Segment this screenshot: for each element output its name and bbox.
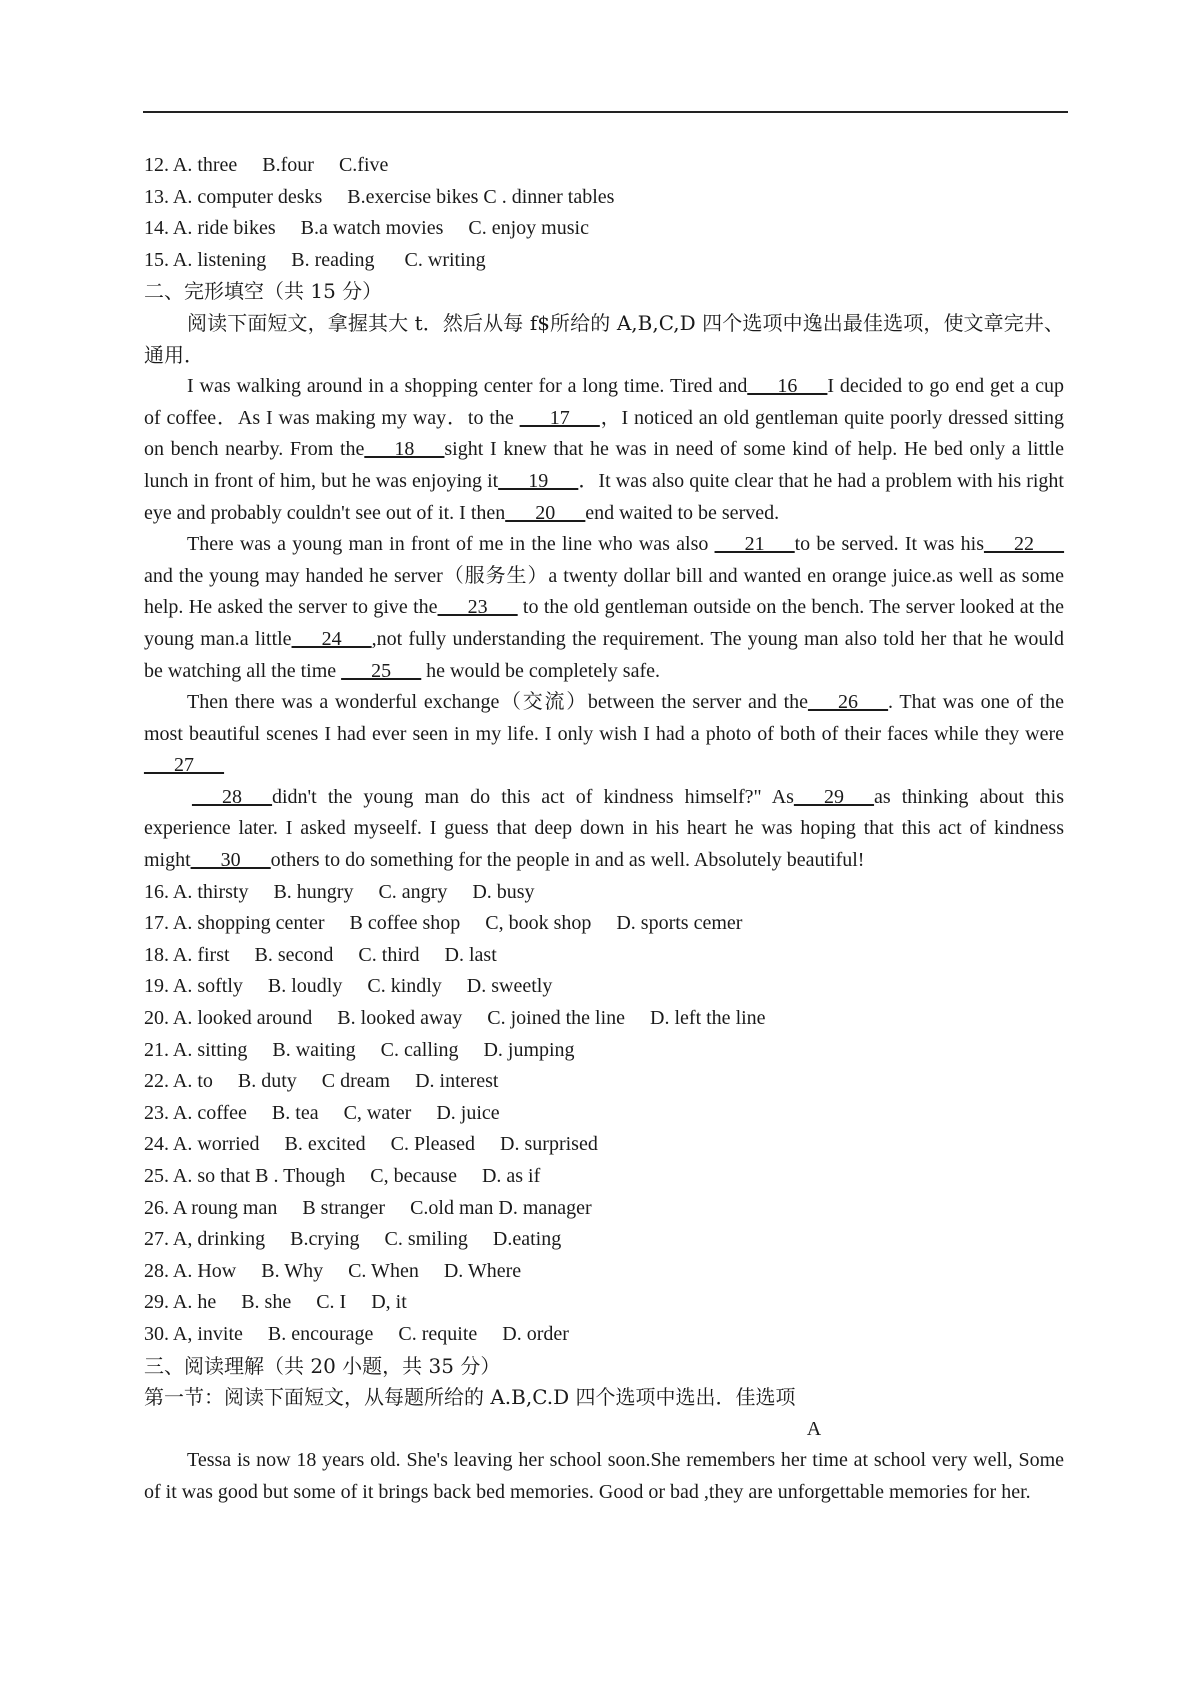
cloze-blank: ___16___ bbox=[747, 375, 828, 398]
option-line-14: 14. A. ride bikes B.a watch movies C. enjoy music bbox=[144, 217, 589, 240]
passage-text: to be served. It was his bbox=[794, 533, 984, 556]
passage-text: and the young may handed he server（服务生）a twenty dollar bill and wanted en orange juice.as well as some help. He asked the server to give the bbox=[144, 564, 1064, 619]
option-line-13: 13. A. computer desks B.exercise bikes C . dinner tables bbox=[144, 185, 615, 208]
section-3-part-1-instruction: 第一节：阅读下面短文，从每题所给的 A.B,C.D 四个选项中选出．佳选项 bbox=[144, 1385, 796, 1410]
option-line: 21. A. sitting B. waiting C. calling D. jumping bbox=[144, 1038, 575, 1061]
option-line: 18. A. first B. second C. third D. last bbox=[144, 943, 497, 966]
cloze-blank: ___26___ bbox=[808, 691, 889, 714]
passage-text: I decided to go end get a cup of coffee．As I was making my way．to the bbox=[144, 375, 1065, 429]
option-line: 27. A, drinking B.crying C. smiling D.eating bbox=[144, 1228, 562, 1251]
passage-text: others to do something for the people in and as well. Absolutely beautiful! bbox=[270, 849, 865, 872]
cloze-blank: ___19___ bbox=[498, 469, 579, 492]
option-line: 23. A. coffee B. tea C, water D. juice bbox=[144, 1101, 500, 1124]
passage-text: Then there was a wonderful exchange（交流）between the server and the bbox=[187, 691, 809, 714]
passage-paragraph-2 bbox=[144, 529, 1064, 687]
option-line: 17. A. shopping center B coffee shop C, book shop D. sports cemer bbox=[144, 912, 743, 935]
options-top bbox=[144, 150, 1064, 276]
passage-paragraph-1 bbox=[144, 371, 1064, 529]
passage-text: ，I noticed an old gentleman quite poorly dressed sitting on bench nearby. From the bbox=[144, 406, 1064, 461]
passage-text: as thinking about this experience later. I asked myseelf. I guess that deep down in his heart he was hoping that this act of kindness might bbox=[144, 785, 1064, 872]
header-rule bbox=[143, 111, 1068, 113]
passage-text: ．It was also quite clear that he had a problem with his right eye and probably couldn't see out of it. I then bbox=[144, 469, 1064, 524]
section-2-heading: 二、完形填空（共 15 分） bbox=[144, 279, 383, 304]
option-line: 26. A roung man B stranger C.old man D. manager bbox=[144, 1196, 592, 1219]
option-line: 24. A. worried B. excited C. Pleased D. surprised bbox=[144, 1133, 598, 1156]
passage-text: I was walking around in a shopping center for a long time. Tired and bbox=[187, 375, 748, 398]
passage-text: ,not fully understanding the requirement. The young man also told her that he would be watching all the time bbox=[144, 627, 1064, 682]
option-line-12: 12. A. three B.four C.five bbox=[144, 154, 389, 176]
passage-text: There was a young man in front of me in the line who was also bbox=[187, 533, 715, 556]
passage-text: . That was one of the most beautiful scenes I had ever seen in my life. I only wish I had a photo of both of their faces while they were bbox=[144, 691, 1064, 745]
passage-text: sight I knew that he was in need of some kind of help. He bed only a little lunch in front of him, but he was enjoying it bbox=[144, 438, 1064, 492]
section-3-heading: 三、阅读理解（共 20 小题，共 35 分） bbox=[144, 1353, 501, 1378]
passage-paragraph-4 bbox=[144, 782, 1064, 877]
cloze-blank: ___24___ bbox=[291, 627, 372, 650]
option-line: 30. A, invite B. encourage C. requite D. order bbox=[144, 1322, 569, 1345]
cloze-blank: ___17___ bbox=[519, 406, 600, 429]
option-line: 19. A. softly B. loudly C. kindly D. sweetly bbox=[144, 975, 553, 998]
passage-a-text: Tessa is now 18 years old. She's leaving her school soon.She remembers her time at school very well, Some of it was good but some of it brings back bed memories. Good or bad ,they are unforgettable memories for her. bbox=[144, 1449, 1064, 1503]
option-line-15: 15. A. listening B. reading C. writing bbox=[144, 248, 486, 271]
options-main bbox=[144, 877, 1064, 1351]
passage-a-label: A bbox=[806, 1417, 822, 1440]
passage-text: to the old gentleman outside on the bench. The server looked at the young man.a little bbox=[144, 596, 1064, 650]
cloze-blank: ___28___ bbox=[192, 785, 272, 808]
option-line: 28. A. How B. Why C. When D. Where bbox=[144, 1259, 522, 1282]
page-content bbox=[144, 150, 1064, 1509]
cloze-blank: ___23___ bbox=[437, 596, 518, 619]
option-line: 25. A. so that B . Though C, because D. as if bbox=[144, 1165, 541, 1187]
section-2-instruction: 阅读下面短文，拿握其大 t．然后从每 f$所给的 A,B,C,D 四个选项中逸出最佳选项，使文章完井、通用． bbox=[144, 310, 1064, 367]
option-line: 22. A. to B. duty C dream D. interest bbox=[144, 1070, 499, 1093]
passage-paragraph-3 bbox=[144, 687, 1064, 782]
cloze-blank: ___21___ bbox=[714, 533, 795, 556]
cloze-blank: ___30___ bbox=[190, 849, 271, 872]
passage-text: he would be completely safe. bbox=[421, 659, 660, 682]
passage-text: end waited to be served. bbox=[585, 501, 780, 524]
cloze-blank: ___27___ bbox=[144, 754, 224, 777]
cloze-blank: ___20___ bbox=[505, 501, 586, 524]
cloze-blank: ___25___ bbox=[341, 659, 422, 682]
cloze-blank: ___22___ bbox=[984, 533, 1064, 556]
passage-text: didn't the young man do this act of kindness himself?" As bbox=[272, 785, 794, 808]
cloze-blank: ___29___ bbox=[793, 785, 874, 808]
option-line: 16. A. thirsty B. hungry C. angry D. busy bbox=[144, 880, 535, 903]
option-line: 20. A. looked around B. looked away C. joined the line D. left the line bbox=[144, 1007, 766, 1030]
cloze-blank: ___18___ bbox=[364, 438, 445, 461]
option-line: 29. A. he B. she C. I D, it bbox=[144, 1291, 407, 1314]
